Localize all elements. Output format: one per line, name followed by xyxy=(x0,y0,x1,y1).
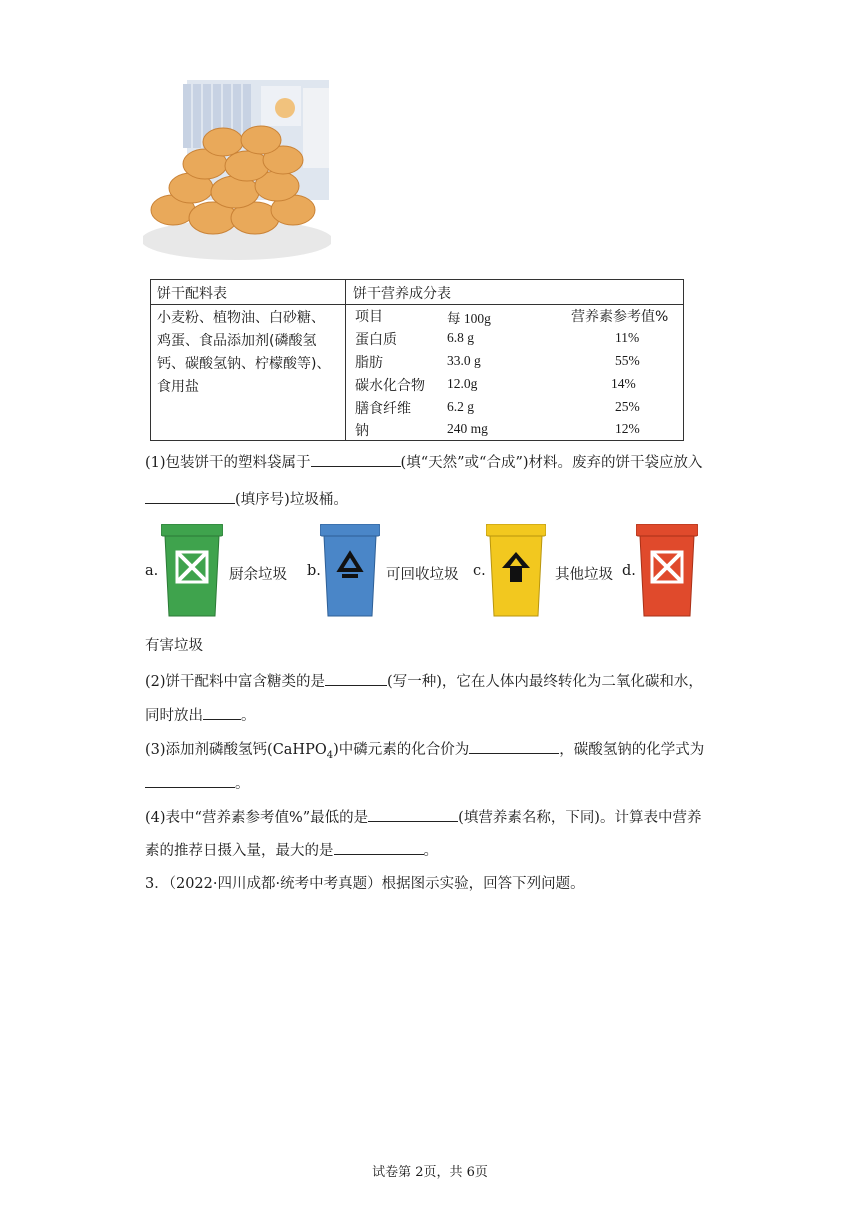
kitchen-waste-bin-icon xyxy=(161,524,223,622)
answer-blank[interactable] xyxy=(311,452,401,467)
answer-blank[interactable] xyxy=(368,807,458,822)
question-4-line-2: 素的推荐日摄入量，最大的是 。 xyxy=(145,840,438,861)
ingredients-header: 饼干配料表 xyxy=(157,286,227,302)
ingredients-line: 食用盐 xyxy=(157,379,199,395)
row-name: 蛋白质 xyxy=(355,332,397,348)
bin-letter: a. xyxy=(145,563,159,579)
column-header-per100g: 每 100g xyxy=(447,311,491,326)
bin-letter: b. xyxy=(307,563,321,579)
row-amount: 33.0 g xyxy=(447,353,481,368)
bin-label: 可回收垃圾 xyxy=(386,567,459,583)
answer-blank[interactable] xyxy=(145,489,235,504)
column-header-reference: 营养素参考值% xyxy=(571,309,669,325)
hazardous-waste-bin-icon xyxy=(636,524,698,622)
cookie-product-image xyxy=(143,78,331,260)
question-3-line-1: (3)添加剂磷酸氢钙(CaHPO$_4$)中磷元素的化合价为 ，碳酸氢钠的化学式为 xyxy=(145,739,704,766)
ingredients-line: 钙、碳酸氢钠、柠檬酸等)、 xyxy=(157,356,331,372)
row-name: 碳水化合物 xyxy=(355,378,425,394)
row-name: 脂肪 xyxy=(355,355,383,371)
row-amount: 6.2 g xyxy=(447,399,474,414)
row-amount: 6.8 g xyxy=(447,330,474,345)
question-1-line-1: (1)包装饼干的塑料袋属于 (填“天然”或“合成”)材料。废弃的饼干袋应放入 xyxy=(145,452,703,473)
column-header-item: 项目 xyxy=(355,309,383,325)
bin-label: 厨余垃圾 xyxy=(229,567,287,583)
question-1-line-2: (填序号)垃圾桶。 xyxy=(145,489,348,510)
question-2-line-2: 同时放出 。 xyxy=(145,705,256,726)
ingredients-line: 鸡蛋、食品添加剂(磷酸氢 xyxy=(157,333,317,349)
row-percent: 25% xyxy=(615,399,640,414)
row-percent: 55% xyxy=(615,353,640,368)
other-waste-bin-icon xyxy=(486,524,546,622)
answer-blank[interactable] xyxy=(203,705,241,720)
question-3-line-2: 。 xyxy=(145,773,250,794)
row-amount: 12.0g xyxy=(447,376,478,391)
question-4-line-1: (4)表中“营养素参考值%”最低的是 (填营养素名称，下同)。计算表中营养 xyxy=(145,807,701,828)
page-footer: 试卷第 2页，共 6页 xyxy=(372,1165,488,1180)
answer-blank[interactable] xyxy=(145,773,235,788)
nutrition-header: 饼干营养成分表 xyxy=(353,286,451,302)
row-name: 膳食纤维 xyxy=(355,401,411,417)
bin-d-label: 有害垃圾 xyxy=(145,638,203,654)
row-name: 钠 xyxy=(355,423,369,439)
bin-letter: c. xyxy=(473,563,486,579)
answer-blank[interactable] xyxy=(325,671,387,686)
row-percent: 12% xyxy=(615,421,640,436)
row-amount: 240 mg xyxy=(447,421,488,436)
row-percent: 14% xyxy=(611,376,636,391)
bin-label: 其他垃圾 xyxy=(555,567,613,583)
bin-letter: d. xyxy=(622,563,636,579)
ingredients-line: 小麦粉、植物油、白砂糖、 xyxy=(157,310,325,326)
problem-3-heading: 3．（2022·四川成都·统考中考真题）根据图示实验，回答下列问题。 xyxy=(145,876,585,892)
recyclable-bin-icon xyxy=(320,524,380,622)
row-percent: 11% xyxy=(615,330,640,345)
ingredient-nutrition-table xyxy=(150,279,684,441)
question-2-line-1: (2)饼干配料中富含糖类的是 (写一种)，它在人体内最终转化为二氧化碳和水， xyxy=(145,671,703,692)
answer-blank[interactable] xyxy=(334,840,424,855)
answer-blank[interactable] xyxy=(469,739,559,754)
